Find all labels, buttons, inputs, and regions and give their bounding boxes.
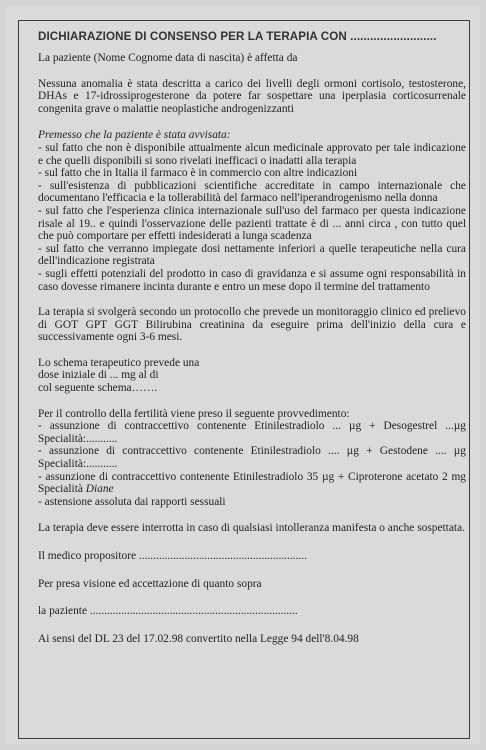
anomaly-paragraph: Nessuna anomalia è stata descritta a carico dei livelli degli ormoni cortisolo, testosterone, DHAs e 17-idrossiprogesterone da potere far sospettare una iperplasia corticosurrenale congenita grave o malattie neoplastiche androgenizzanti [38, 77, 466, 115]
document-page [6, 6, 480, 744]
schema-line: Lo schema terapeutico prevede una [38, 356, 200, 369]
fertility-list [38, 420, 466, 508]
premise-item: - sugli effetti potenziali del prodotto in caso di gravidanza e si assume ogni responsabilità in caso dovesse rimanere incinta durante e entro un mese dopo il termine del trattamento [38, 267, 466, 293]
premise-item: - sul fatto che in Italia il farmaco è in commercio con altre indicazioni [38, 167, 358, 180]
premise-heading: Premesso che la paziente è stata avvisata: [38, 129, 231, 142]
document-title: DICHIARAZIONE DI CONSENSO PER LA TERAPIA CON .......................... [38, 30, 437, 43]
patient-intro: La paziente (Nome Cognome data di nascita) è affetta da [38, 52, 298, 64]
acknowledgement-line: Per presa visione ed accettazione di quanto sopra [38, 577, 262, 590]
fertility-item: - assunzione di contraccettivo contenente Etinilestradiolo 35 µg + Ciproterone acetato 2 mg Specialità Diane [38, 470, 466, 496]
protocol-paragraph: La terapia si svolgerà secondo un protocollo che prevede un monitoraggio clinico ed prelievo di GOT GPT GGT Bilirubina creatinina da eseguire prima dell'inizio della cura e successivamente ogni 3-6 mesi. [38, 306, 466, 344]
document-body [38, 52, 466, 645]
fertility-item: - assunzione di contraccettivo contenente Etinilestradiolo ... µg + Desogestrel ...µg Specialità:........... [38, 420, 466, 445]
schema-line: col seguente schema……. [38, 382, 158, 395]
legal-note: Ai sensi del DL 23 del 17.02.98 convertito nella Legge 94 dell'8.04.98 [38, 632, 359, 645]
fertility-heading: Per il controllo della fertilità viene preso il seguente provvedimento: [38, 407, 350, 420]
fertility-item: - assunzione di contraccettivo contenente Etinilestradiolo .... µg + Gestodene .... µg Specialità:........... [38, 445, 466, 471]
doctor-signature-line: Il medico propositore ........................................................... [38, 550, 307, 562]
schema-line: dose iniziale di ... mg al di [38, 369, 159, 382]
premise-list [38, 142, 466, 293]
premise-item: - sull'esistenza di pubblicazioni scientifiche accreditate in campo internazionale che documentano l'efficacia e la tollerabilità del farmaco nell'iperandrogenismo nella donna [38, 179, 466, 205]
specialty-name: Diane [85, 483, 114, 496]
premise-item: - sul fatto che l'esperienza clinica internazionale sull'uso del farmaco per questa indicazione risale al 19.. e quindi l'osservazione delle pazienti trattate è di ... anni circa , con tutto quel che può comportare per effetti indesiderati a lunga scadenza [38, 204, 466, 243]
interruption-paragraph: La terapia deve essere interrotta in caso di qualsiasi intolleranza manifesta o anche sospettata. [38, 522, 465, 535]
patient-signature-line: la paziente ......................................................................... [38, 605, 298, 618]
premise-item: - sul fatto che verranno impiegate dosi nettamente inferiori a quelle terapeutiche nella cura dell'indicazione registrata [38, 242, 466, 268]
fertility-item: - astensione assoluta dai rapporti sessuali [38, 495, 226, 508]
schema-block [38, 357, 466, 395]
premise-item: - sul fatto che non è disponibile attualmente alcun medicinale approvato per tale indicazione e che quelli disponibili si sono rivelati inefficaci o inadatti alla terapia [38, 141, 466, 167]
